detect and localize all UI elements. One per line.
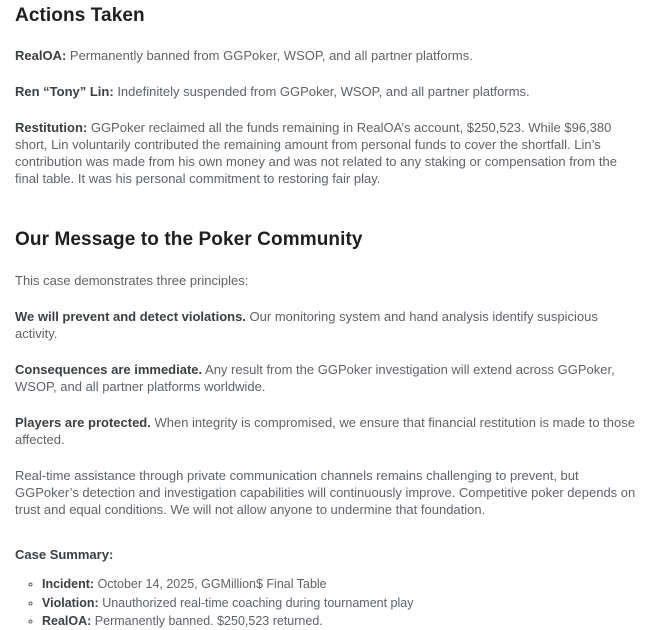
list-item-text: Unauthorized real-time coaching during tournament play <box>98 595 414 610</box>
section-heading-message-to-community: Our Message to the Poker Community <box>15 229 363 250</box>
paragraph-text: Real-time assistance through private communication channels remains challenging to prevent, but GGPoker’s detection and investigation capabilities will continuously improve. Competitive poker depends on trust and equal conditions. We will not allow anyone to undermine that foundation. <box>15 468 636 517</box>
paragraph-lin-suspension <box>15 83 636 100</box>
paragraph-text: Any result from the GGPoker investigation will extend across GGPoker, WSOP, and all partner platforms worldwide. <box>15 362 615 394</box>
list-item-text: October 14, 2025, GGMillion$ Final Table <box>94 577 327 591</box>
list-item-label: Violation: <box>42 595 99 610</box>
case-summary-title: Case Summary: <box>15 547 114 562</box>
paragraph-restitution <box>15 119 636 187</box>
list-item-violation <box>42 596 636 611</box>
paragraph-text: Indefinitely suspended from GGPoker, WSOP, and all partner platforms. <box>113 84 530 99</box>
paragraph-label: Consequences are immediate. <box>15 362 203 377</box>
list-item-label: RealOA: <box>42 614 92 628</box>
list-item-realoa <box>42 614 636 629</box>
paragraph-label: Restitution: <box>15 120 88 135</box>
paragraph-text: This case demonstrates three principles: <box>15 273 249 288</box>
paragraph-text: Permanently banned from GGPoker, WSOP, and all partner platforms. <box>66 48 473 63</box>
list-item-label: Incident: <box>42 577 95 591</box>
list-item-text: Permanently banned. $250,523 returned. <box>91 614 323 628</box>
paragraph-consequences <box>15 361 636 395</box>
paragraph-text: GGPoker reclaimed all the funds remaining in RealOA’s account, $250,523. While $96,380 short, Lin voluntarily contributed the remaining amount from personal funds to cover the shortfall. Lin’s contribution was made from his own money and was not related to any staking or compensation from the final table. It was his personal commitment to restoring fair play. <box>15 120 617 186</box>
case-summary-list <box>15 577 636 629</box>
paragraph-label: We will prevent and detect violations. <box>15 309 246 324</box>
paragraph-players-protected <box>15 414 636 448</box>
list-item-incident <box>42 577 636 592</box>
paragraph-label: RealOA: <box>15 48 67 63</box>
paragraph-text: Our monitoring system and hand analysis identify suspicious activity. <box>15 309 598 341</box>
section-heading-actions-taken: Actions Taken <box>15 5 145 26</box>
paragraph-label: Ren “Tony” Lin: <box>15 84 114 99</box>
paragraph-label: Players are protected. <box>15 415 151 430</box>
paragraph-prevent-detect <box>15 308 636 342</box>
paragraph-text: When integrity is compromised, we ensure that financial restitution is made to those affected. <box>15 415 635 447</box>
paragraph-three-principles <box>15 272 636 289</box>
paragraph-realoa-ban <box>15 47 636 64</box>
paragraph-realtime-assistance <box>15 467 636 518</box>
